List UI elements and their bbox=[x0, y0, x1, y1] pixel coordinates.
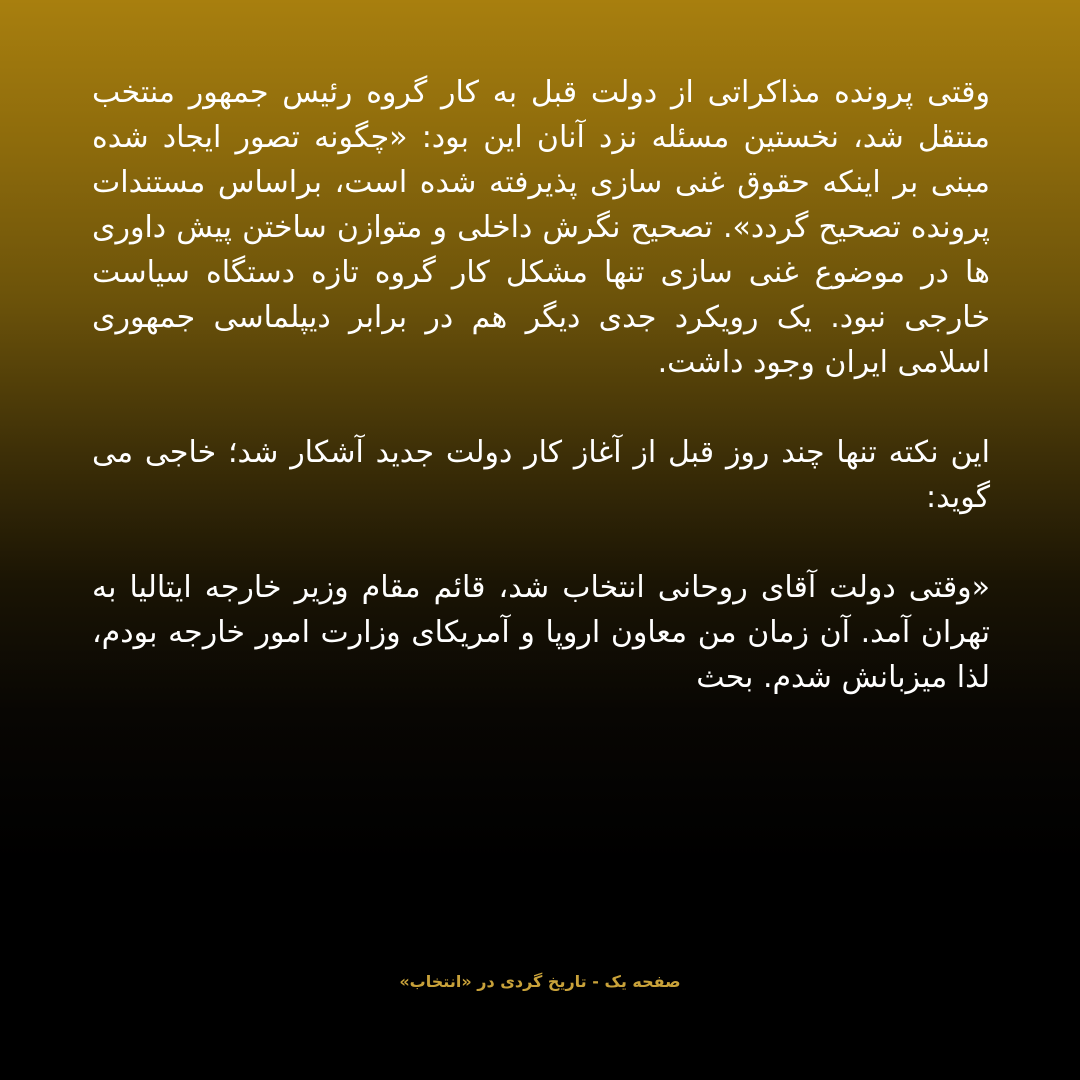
paragraph-2: این نکته تنها چند روز قبل از آغاز کار دولت جدید آشکار شد؛ خاجی می گوید: bbox=[92, 435, 990, 515]
page-footer: صفحه یک - تاریخ گردی در «انتخاب» bbox=[399, 972, 681, 991]
paragraph-3: «وقتی دولت آقای روحانی انتخاب شد، قائم مقام وزیر خارجه ایتالیا به تهران آمد. آن زمان من معاون اروپا و آمریکای وزارت امور خارجه بودم، لذا میزبانش شدم. بحث bbox=[92, 570, 990, 695]
paragraph-spacer bbox=[92, 385, 990, 430]
paragraph-1: وقتی پرونده مذاکراتی از دولت قبل به کار گروه رئیس جمهور منتخب منتقل شد، نخستین مسئله نزد آنان این بود: «چگونه تصور ایجاد شده مبنی بر اینکه حقوق غنی سازی پذیرفته شده است، براساس مستندات پرونده تصحیح گردد». تصحیح نگرش داخلی و متوازن ساختن پیش داوری ها در موضوع غنی سازی تنها مشکل کار گروه تازه دستگاه سیاست خارجی نبود. یک رویکرد جدی دیگر هم در برابر دیپلماسی جمهوری اسلامی ایران وجود داشت. bbox=[92, 75, 990, 380]
paragraph-spacer bbox=[92, 520, 990, 565]
article-body bbox=[92, 70, 990, 700]
